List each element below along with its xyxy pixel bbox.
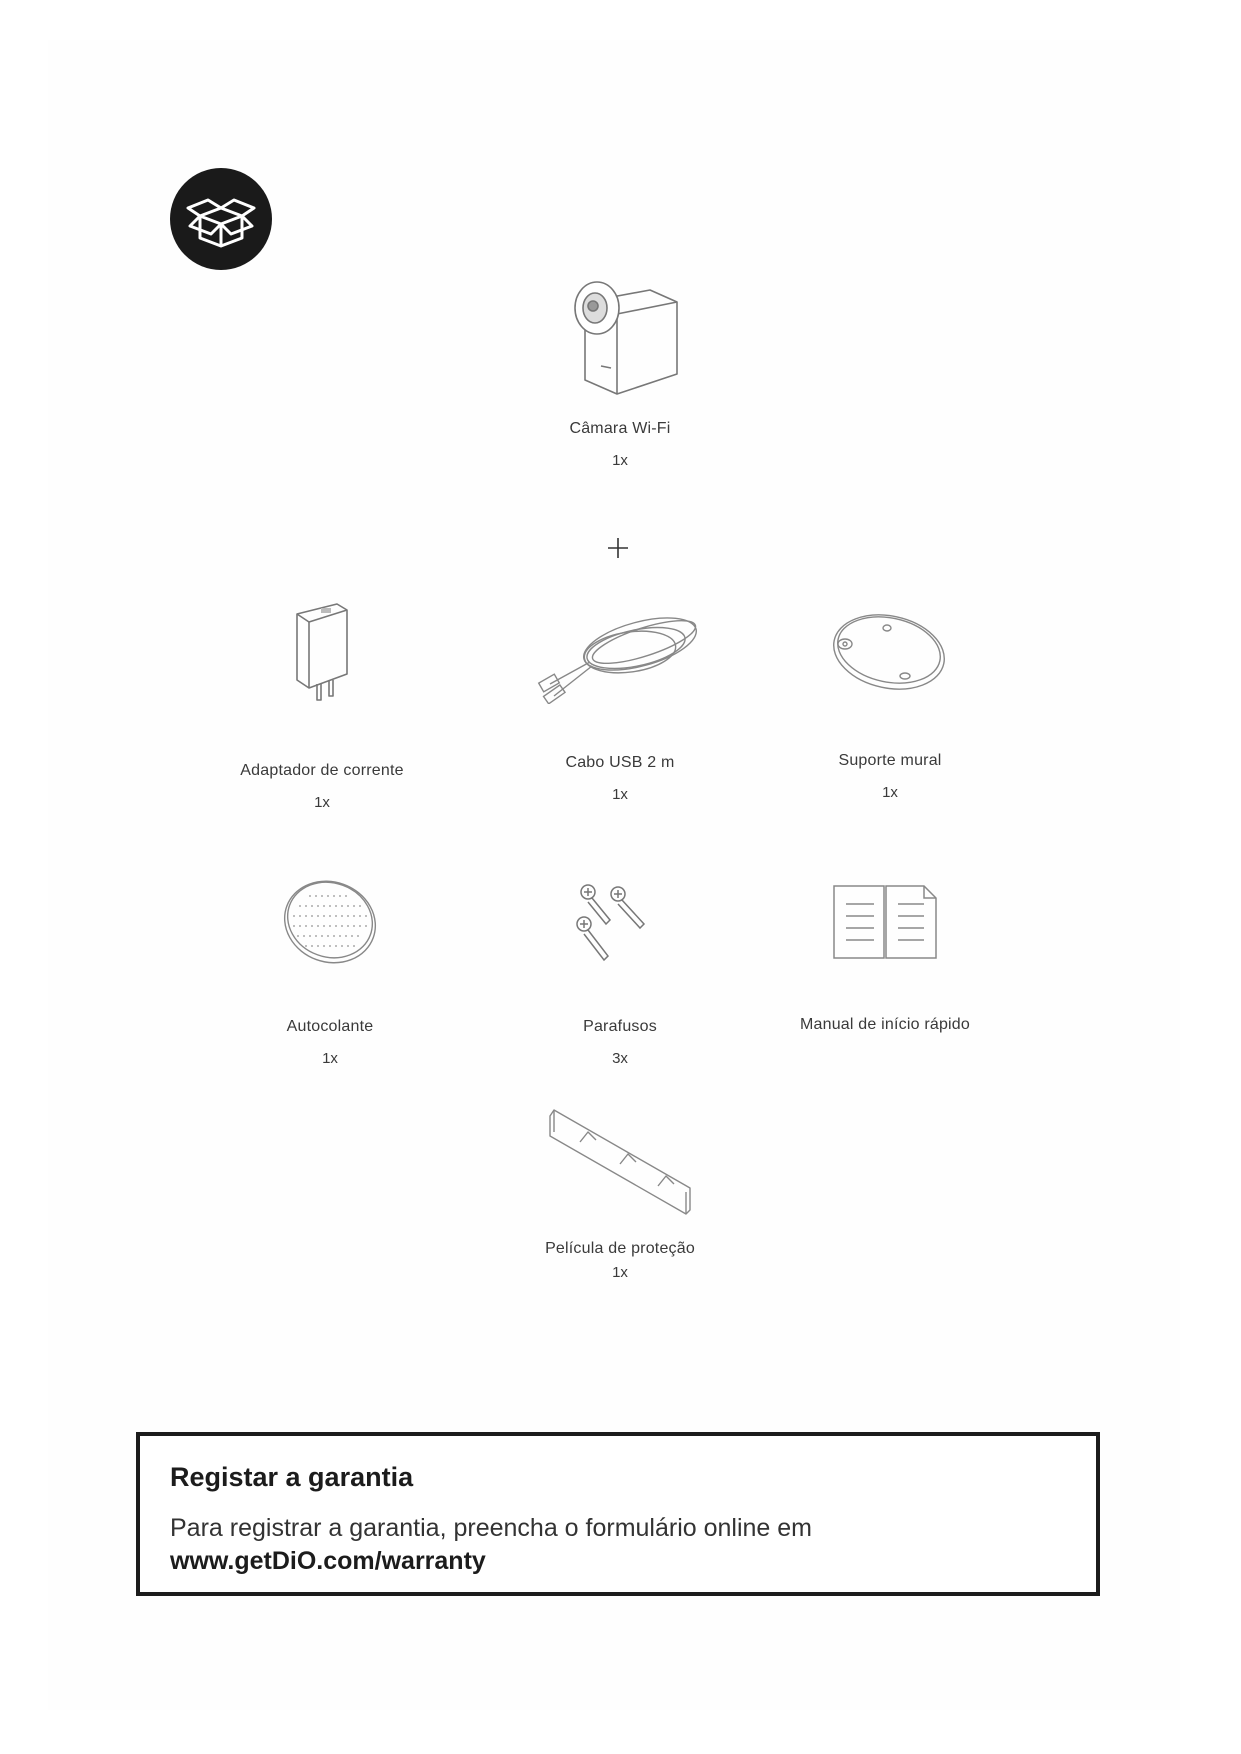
sticker-icon bbox=[275, 876, 385, 966]
item-name: Adaptador de corrente bbox=[240, 762, 404, 779]
item-name: Câmara Wi-Fi bbox=[569, 420, 671, 437]
warranty-title: Registar a garantia bbox=[170, 1462, 414, 1492]
item-qty: 1x bbox=[314, 794, 330, 811]
warranty-description: Para registrar a garantia, preencha o formulário online em bbox=[170, 1514, 813, 1542]
item-name: Parafusos bbox=[583, 1018, 657, 1035]
item-qty: 1x bbox=[612, 1264, 628, 1281]
item-camera bbox=[520, 262, 720, 469]
plus-sign bbox=[604, 534, 632, 562]
item-name: Autocolante bbox=[286, 1018, 374, 1035]
item-name: Cabo USB 2 m bbox=[565, 754, 675, 771]
item-qty: 1x bbox=[322, 1050, 338, 1067]
item-qty: 3x bbox=[612, 1050, 628, 1067]
open-box-icon bbox=[170, 168, 272, 270]
item-name: Suporte mural bbox=[838, 752, 942, 769]
item-name: Película de proteção bbox=[545, 1240, 695, 1257]
warranty-box bbox=[136, 1432, 1100, 1596]
item-sticker bbox=[230, 876, 430, 1067]
protective-film-icon bbox=[540, 1106, 700, 1216]
manual-icon bbox=[830, 882, 940, 962]
item-manual bbox=[785, 882, 985, 1034]
item-name: Manual de início rápido bbox=[799, 1016, 971, 1033]
screws-icon bbox=[570, 880, 670, 970]
item-cable bbox=[520, 604, 720, 803]
item-qty: 1x bbox=[612, 452, 628, 469]
camera-icon bbox=[545, 262, 695, 402]
item-qty: 1x bbox=[882, 784, 898, 801]
wall-mount-icon bbox=[825, 608, 955, 698]
item-wall-mount bbox=[790, 608, 990, 801]
usb-cable-icon bbox=[530, 604, 710, 704]
item-screws bbox=[520, 880, 720, 1067]
warranty-text bbox=[170, 1512, 812, 1578]
item-qty: 1x bbox=[612, 786, 628, 803]
power-adapter-icon bbox=[277, 596, 367, 706]
item-adapter bbox=[222, 596, 422, 811]
warranty-link[interactable]: www.getDiO.com/warranty bbox=[170, 1547, 486, 1575]
item-protective-film bbox=[520, 1106, 720, 1281]
